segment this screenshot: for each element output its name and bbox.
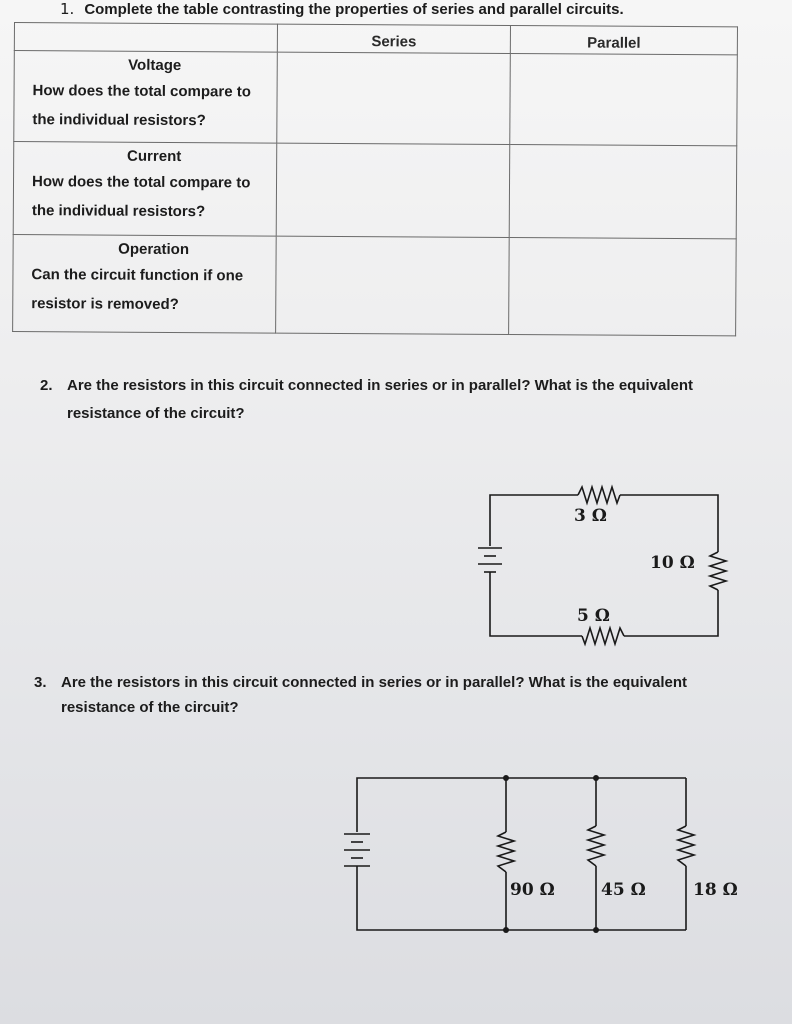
label-18-ohm: 18 Ω xyxy=(693,880,738,900)
header-series: Series xyxy=(277,24,510,53)
junction-top-1 xyxy=(503,775,509,781)
junction-top-2 xyxy=(593,775,599,781)
label-90-ohm: 90 Ω xyxy=(510,880,555,900)
resistor-10-ohm-symbol xyxy=(710,552,726,590)
label-3-ohm: 3 Ω xyxy=(574,506,607,526)
question-2-number: 2. xyxy=(40,377,53,394)
label-45-ohm: 45 Ω xyxy=(601,880,646,900)
label-10-ohm: 10 Ω xyxy=(650,553,695,573)
question-1-text: Complete the table contrasting the properties of series and parallel circuits. xyxy=(84,1,624,18)
row-title-operation: Operation xyxy=(118,240,190,258)
junction-bottom-1 xyxy=(503,927,509,933)
resistor-90-ohm-symbol xyxy=(498,832,514,872)
row-question-current: How does the total compare to the individual resistors? xyxy=(31,172,251,220)
row-title-current: Current xyxy=(127,147,182,165)
resistor-5-ohm-symbol xyxy=(582,628,624,644)
circuit-1-wire-bottom xyxy=(490,572,582,636)
row-question-operation: Can the circuit function if one resistor is removed? xyxy=(31,265,244,313)
circuit-2-parallel xyxy=(344,778,694,930)
row-question-voltage: How does the total compare to the individual resistors? xyxy=(32,82,251,130)
junction-bottom-2 xyxy=(593,927,599,933)
resistor-18-ohm-symbol xyxy=(678,826,694,866)
label-5-ohm: 5 Ω xyxy=(577,606,610,626)
circuit-1-wire-bottom-right xyxy=(624,590,718,636)
question-3-text: Are the resistors in this circuit connected in series or in parallel? What is the equivalent resistance of the circuit? xyxy=(61,674,688,716)
question-3-number: 3. xyxy=(34,674,47,691)
question-1-number: 1. xyxy=(60,0,75,18)
row-title-voltage: Voltage xyxy=(128,56,182,74)
resistor-3-ohm-symbol xyxy=(578,487,620,503)
header-parallel-label: Parallel xyxy=(587,34,641,52)
circuit-2-wire-top xyxy=(357,778,686,832)
question-3 xyxy=(34,670,764,720)
resistor-45-ohm-symbol xyxy=(588,826,604,866)
circuit-1-wire-top xyxy=(490,495,578,546)
question-2-text: Are the resistors in this circuit connected in series or in parallel? What is the equivalent resistance of the circuit? xyxy=(67,377,694,422)
circuit-1-wire-top-right xyxy=(620,495,718,552)
